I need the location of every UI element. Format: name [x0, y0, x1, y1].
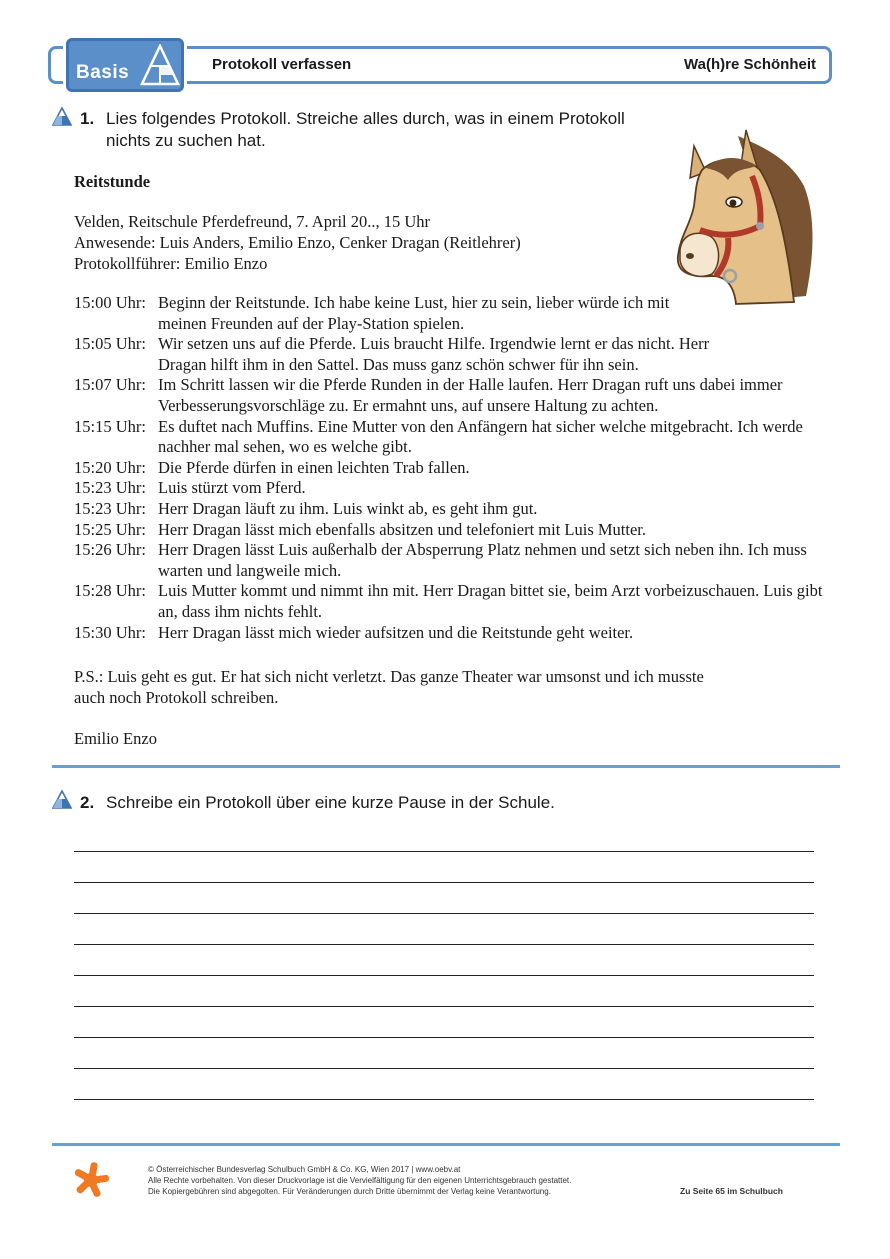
entry-time: 15:23 Uhr:: [74, 498, 146, 518]
entry-time: 15:15 Uhr:: [74, 416, 146, 436]
writing-line[interactable]: [74, 1006, 814, 1007]
copyright-line: Alle Rechte vorbehalten. Von dieser Druckvorlage ist die Vervielfältigung für den eigenen Unterrichtsgebrauch gestattet.: [148, 1176, 572, 1185]
page-title: Protokoll verfassen: [212, 56, 352, 73]
task-1-number: 1.: [80, 109, 95, 128]
postscript-line1: P.S.: Luis geht es gut. Er hat sich nicht verletzt. Das ganze Theater war umsonst und ich musste: [74, 667, 704, 686]
basis-label: Basis: [76, 62, 130, 83]
entry-time: 15:05 Uhr:: [74, 334, 146, 354]
entry-text: Herr Dragan läuft zu ihm. Luis winkt ab, es geht ihm gut.: [158, 498, 538, 518]
textbook-page-reference: Zu Seite 65 im Schulbuch: [680, 1186, 783, 1196]
protocol-entry: [74, 334, 834, 375]
entry-text: Es duftet nach Muffins. Eine Mutter von den Anfängern hat sicher welche mitgebracht. Ich werde nachher mal sehen, wo es welche gibt.: [158, 416, 803, 457]
protocol-signature: Emilio Enzo: [74, 729, 157, 748]
protocol-entry: [74, 520, 834, 541]
pyramid-logo-icon: [140, 44, 180, 86]
writing-line[interactable]: [74, 1068, 814, 1069]
entry-text: Herr Dragen lässt Luis außerhalb der Absperrung Platz nehmen und setzt sich neben ihn. Ich muss warten und langweile mich.: [158, 540, 807, 580]
footer-divider: [52, 1143, 840, 1146]
level-pyramid-icon: [52, 790, 72, 810]
entry-text: Luis stürzt vom Pferd.: [158, 478, 306, 498]
entry-text: Beginn der Reitstunde. Ich habe keine Lust, hier zu sein, lieber würde ich mit meinen Freunden auf der Play-Station spielen.: [158, 293, 670, 333]
entry-text: Herr Dragan lässt mich wieder aufsitzen und die Reitstunde geht weiter.: [158, 622, 634, 642]
writing-line[interactable]: [74, 913, 814, 914]
copyright-line: © Österreichischer Bundesverlag Schulbuch GmbH & Co. KG, Wien 2017 | www.oebv.at: [148, 1165, 461, 1174]
writing-line[interactable]: [74, 1037, 814, 1038]
entry-time: 15:23 Uhr:: [74, 478, 146, 498]
entry-text: Im Schritt lassen wir die Pferde Runden in der Halle laufen. Herr Dragan ruft uns dabei immer Verbesserungsvorschläge zu. Er ermahnt uns, auf unsere Haltung zu achten.: [158, 375, 783, 415]
entry-time: 15:20 Uhr:: [74, 457, 146, 477]
task-1-instruction-line2: nichts zu suchen hat.: [106, 131, 266, 150]
protocol-entry: [74, 581, 834, 622]
copyright-line: Die Kopiergebühren sind abgegolten. Für Veränderungen durch Dritte übernimmt der Verlag keine Verantwortung.: [148, 1187, 551, 1196]
entry-time: 15:26 Uhr:: [74, 540, 146, 560]
section-divider: [52, 765, 840, 768]
protocol-place-date: Velden, Reitschule Pferdefreund, 7. April 20.., 15 Uhr: [74, 212, 431, 231]
publisher-logo-icon: [72, 1160, 110, 1200]
protocol-entry: [74, 623, 834, 644]
writing-line[interactable]: [74, 975, 814, 976]
protocol-recorder: Protokollführer: Emilio Enzo: [74, 254, 268, 273]
entry-time: 15:30 Uhr:: [74, 622, 146, 642]
entry-time: 15:07 Uhr:: [74, 375, 146, 395]
task-1-instruction-line1: Lies folgendes Protokoll. Streiche alles durch, was in einem Protokoll: [106, 109, 625, 128]
postscript-line2: auch noch Protokoll schreiben.: [74, 688, 279, 707]
copyright-notice: [148, 1164, 571, 1197]
entry-text: Die Pferde dürfen in einen leichten Trab fallen.: [158, 457, 470, 477]
entry-time: 15:25 Uhr:: [74, 519, 146, 539]
writing-line[interactable]: [74, 851, 814, 852]
task-2-instruction: Schreibe ein Protokoll über eine kurze Pause in der Schule.: [106, 793, 555, 812]
writing-line[interactable]: [74, 882, 814, 883]
entry-time: 15:00 Uhr:: [74, 293, 146, 312]
writing-line[interactable]: [74, 944, 814, 945]
protocol-entry: [74, 540, 834, 581]
protocol-entry: [74, 417, 834, 458]
protocol-entry: [74, 478, 834, 499]
horse-head-illustration: [676, 126, 818, 306]
entry-text: Luis Mutter kommt und nimmt ihn mit. Herr Dragan bittet sie, beim Arzt vorbeizuschauen. Luis gibt an, dass ihm nichts fehlt.: [158, 581, 823, 621]
level-pyramid-icon: [52, 107, 72, 127]
protocol-title: Reitstunde: [74, 172, 151, 191]
chapter-title: Wa(h)re Schönheit: [684, 56, 816, 73]
protocol-entry: [74, 375, 834, 416]
protocol-entry: [74, 458, 834, 479]
protocol-entries: [74, 293, 834, 643]
protocol-attendees: Anwesende: Luis Anders, Emilio Enzo, Cenker Dragan (Reitlehrer): [74, 233, 521, 252]
task-2-number: 2.: [80, 793, 95, 812]
entry-text: Herr Dragan lässt mich ebenfalls absitzen und telefoniert mit Luis Mutter.: [158, 519, 646, 539]
entry-text: Wir setzen uns auf die Pferde. Luis braucht Hilfe. Irgendwie lernt er das nicht. Herr Dragan hilft ihm in den Sattel. Das muss ganz schön schwer für ihn sein.: [158, 334, 710, 374]
writing-line[interactable]: [74, 1099, 814, 1100]
protocol-entry: [74, 293, 834, 334]
protocol-entry: [74, 499, 834, 520]
entry-time: 15:28 Uhr:: [74, 581, 146, 601]
